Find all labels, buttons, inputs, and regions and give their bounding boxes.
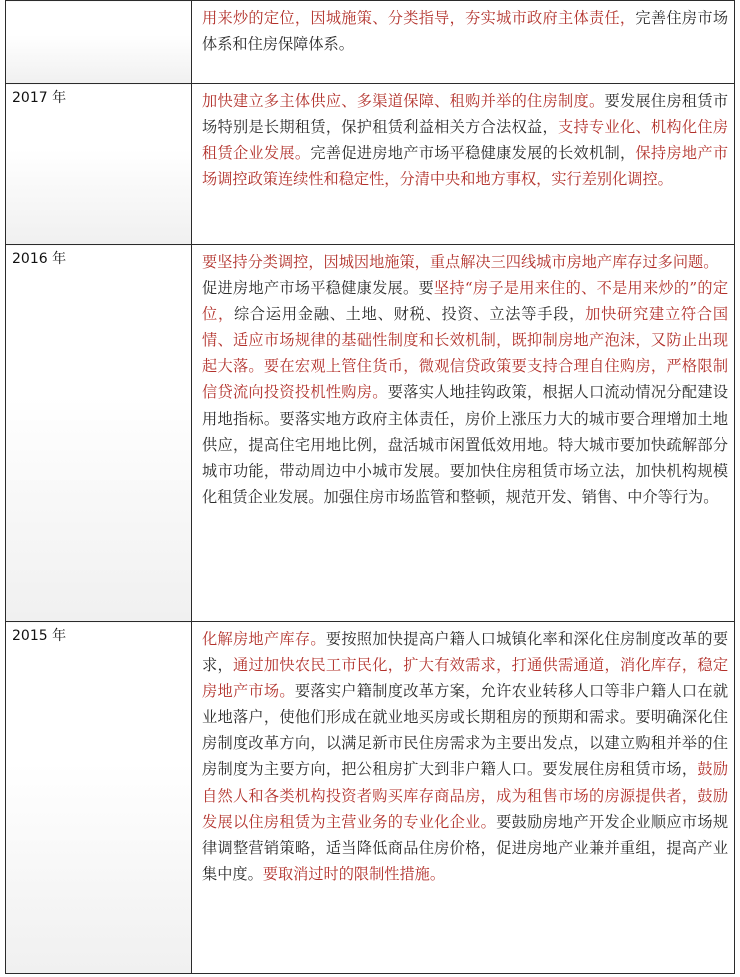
body-text: 要鼓励房地产开发企业顺应市场规律调整营销策略，适当降低商品住房价格，促进房地产业兼并重组，提高产业集中度。 <box>202 812 729 883</box>
body-text: 完善促进房地产市场平稳健康发展的长效机制， <box>310 144 636 163</box>
emphasis-text: 坚持“房子是用来住的、不是用来炒的”的定位， <box>202 279 729 324</box>
year-cell <box>6 245 192 622</box>
policy-table <box>5 0 735 974</box>
year-label: 2017 年 <box>12 90 67 106</box>
body-text: 要按照加快提高户籍人口城镇化率和深化住房制度改革的要求， <box>202 630 729 675</box>
emphasis-text: 要在宏观上管住货币，微观信贷政策要支持合理自住购房， <box>263 357 667 376</box>
paragraph <box>192 1 734 57</box>
emphasis-text: 加快建立多主体供应、多渠道保障、租购并举的住房制度。 <box>202 92 605 110</box>
table-row-2015 <box>6 622 735 974</box>
year-label: 2015 年 <box>12 628 67 644</box>
content-cell <box>192 622 735 974</box>
emphasis-text: 鼓励自然人和各类机构投资者购买库存商品房，成为租售市场的房源提供者，鼓励发展以住房租赁为主营业务的专业化企业。 <box>202 760 729 831</box>
paragraph <box>192 622 734 887</box>
year-label: 2016 年 <box>12 251 67 267</box>
body-text: 要落实人地挂钩政策，根据人口流动情况分配建设用地指标。要落实地方政府主体责任，房价上涨压力大的城市要合理增加土地供应，提高住宅用地比例，盘活城市闲置低效用地。特大城市要加快疏解部分城市功能，带动周边中小城市发展。要加快住房租赁市场立法，加快机构规模化租赁企业发展。加强住房市场监管和整顿，规范开发、销售、中介等行为。 <box>202 383 729 506</box>
paragraph <box>192 84 734 192</box>
body-text: 完善住房市场体系和住房保障体系。 <box>202 9 729 54</box>
emphasis-text: 化解房地产库存。 <box>202 630 326 648</box>
emphasis-text: 加快研究建立符合国情、适应市场规律的基础性制度和长效机制，既抑制房地产泡沫，又防止出现起大落。 <box>202 305 729 376</box>
content-cell <box>192 1 735 84</box>
content-cell <box>192 245 735 622</box>
year-cell <box>6 1 192 84</box>
paragraph <box>192 275 734 510</box>
body-text: 促进房地产市场平稳健康发展。要 <box>202 279 434 298</box>
body-text: 综合运用金融、土地、财税、投资、立法等手段， <box>233 305 586 324</box>
year-cell <box>6 622 192 974</box>
year-label <box>6 1 191 3</box>
emphasis-text: 保持房地产市场调控政策连续性和稳定性，分清中央和地方事权，实行差别化调控。 <box>202 144 729 189</box>
paragraph <box>192 245 734 275</box>
table-row-continued <box>6 1 735 84</box>
emphasis-text: 要坚持分类调控，因城因地施策，重点解决三四线城市房地产库存过多问题。 <box>202 253 719 271</box>
emphasis-text: 通过加快农民工市民化，扩大有效需求，打通供需通道，消化库存，稳定房地产市场。 <box>202 656 729 701</box>
emphasis-text: 用来炒的定位，因城施策、分类指导，夯实城市政府主体责任， <box>202 9 636 27</box>
emphasis-text: 支持专业化、机构化住房租赁企业发展。 <box>202 118 729 163</box>
emphasis-text: 严格限制信贷流向投资投机性购房。 <box>202 357 729 402</box>
emphasis-text: 要取消过时的限制性措施。 <box>262 864 445 883</box>
body-text: 要发展住房租赁市场特别是长期租赁，保护租赁利益相关方合法权益， <box>202 92 729 137</box>
content-cell <box>192 84 735 245</box>
year-cell <box>6 84 192 245</box>
table-row-2016 <box>6 245 735 622</box>
body-text: 要落实户籍制度改革方案，允许农业转移人口等非户籍人口在就业地落户，使他们形成在就业地买房或长期租房的预期和需求。要明确深化住房制度改革方向，以满足新市民住房需求为主要出发点，以建立购租并举的住房制度为主要方向，把公租房扩大到非户籍人口。要发展住房租赁市场， <box>202 682 729 779</box>
table-row-2017 <box>6 84 735 245</box>
